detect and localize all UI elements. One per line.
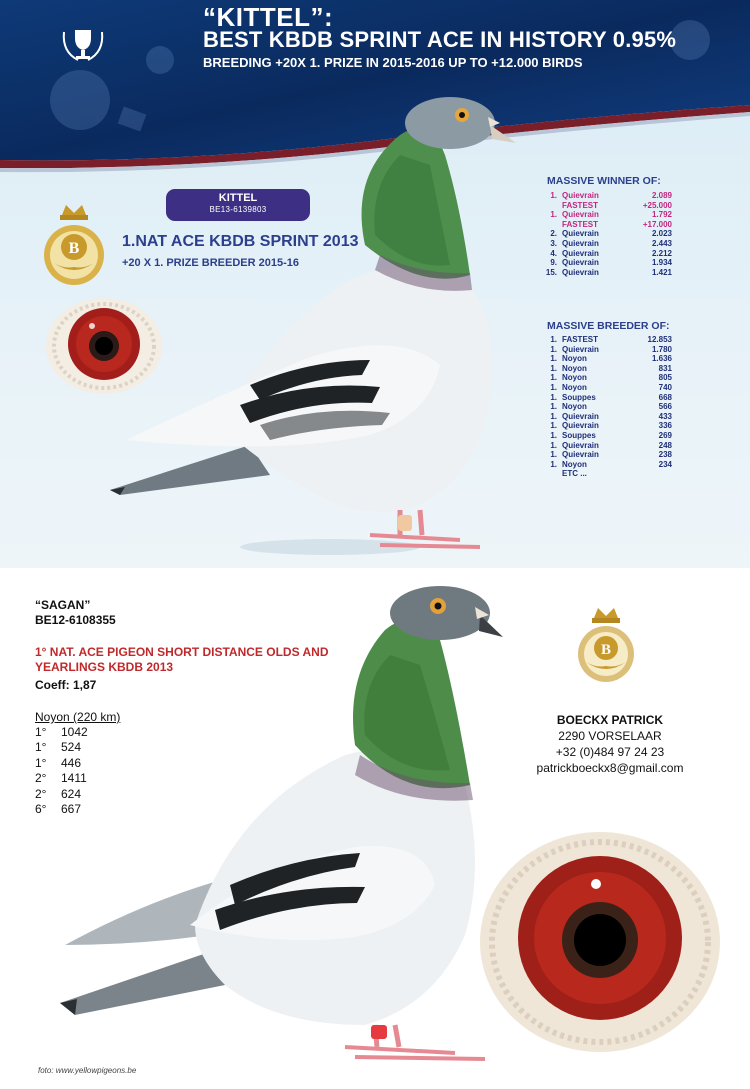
list-item: FASTEST +25.000 <box>562 200 672 210</box>
list-item: 1. Noyon 831 <box>550 363 672 373</box>
list-item: 1° 1042 <box>35 725 88 739</box>
list-item: 3. Quievrain 2.443 <box>550 238 672 248</box>
header-subtitle: BREEDING +20X 1. PRIZE IN 2015-2016 UP TO +12.000 BIRDS <box>203 55 583 70</box>
owner-email: patrickboeckx8@gmail.com <box>536 761 684 775</box>
list-item: ETC ... <box>562 469 587 479</box>
list-item: 2° 624 <box>35 786 82 801</box>
list-item: 1. Quievrain 433 <box>550 411 672 421</box>
list-item: 2. Quievrain 2.023 <box>550 229 672 239</box>
kittel-ace-sub: +20 X 1. PRIZE BREEDER 2015-16 <box>122 257 299 269</box>
owner-phone: +32 (0)484 97 24 23 <box>555 745 665 759</box>
sagan-coeff: Coeff: 1,87 <box>35 678 97 692</box>
winner-heading: MASSIVE WINNER OF: <box>547 175 661 187</box>
eye-photo-sagan <box>478 830 723 1055</box>
list-item: 4. Quievrain 2.212 <box>550 248 672 258</box>
massive-breeder-list <box>543 320 683 479</box>
photo-credit: foto: www.yellowpigeons.be <box>38 1066 137 1075</box>
list-item: 1. Noyon 805 <box>550 373 672 383</box>
owner-name: BOECKX PATRICK <box>556 713 664 727</box>
header-title: BEST KBDB SPRINT ACE IN HISTORY 0.95% <box>203 27 677 52</box>
massive-winner-list <box>543 175 683 277</box>
list-item: 1° 524 <box>35 740 82 755</box>
owner-address: 2290 VORSELAAR <box>558 729 662 743</box>
crest-icon <box>570 606 642 686</box>
owner-contact <box>510 712 710 776</box>
list-item: 1. Noyon 234 <box>550 459 672 469</box>
list-item: 9. Quievrain 1.934 <box>550 258 672 268</box>
list-item: 1. Quievrain 2.089 <box>550 191 672 200</box>
sagan-name: “SAGAN” <box>35 598 91 612</box>
list-item: 1. Noyon 740 <box>550 382 672 392</box>
sagan-ring: BE12-6108355 <box>35 613 116 627</box>
list-item: 1. Noyon 566 <box>550 402 672 412</box>
results-heading: Noyon (220 km) <box>35 710 121 724</box>
crest-letter: B <box>600 642 612 658</box>
pigeon-photo-sagan <box>55 585 515 1065</box>
list-item: FASTEST +17.000 <box>562 219 672 229</box>
list-item: 1. Souppes 269 <box>550 430 672 440</box>
kittel-badge <box>166 189 310 221</box>
list-item: 6° 667 <box>35 801 82 816</box>
list-item: 2° 1411 <box>35 771 87 786</box>
kittel-ring: BE13-6139803 <box>209 205 267 214</box>
list-item: 1. Quievrain 238 <box>550 450 672 460</box>
list-item: 1. Noyon 1.636 <box>550 354 672 364</box>
list-item: 1. Souppes 668 <box>550 392 672 402</box>
sagan-title: 1° NAT. ACE PIGEON SHORT DISTANCE OLDS AND YEARLINGS KBDB 2013 <box>35 645 329 674</box>
list-item: 1. FASTEST 12.853 <box>550 335 672 344</box>
list-item: 1° 446 <box>35 755 82 770</box>
list-item: 1. Quievrain 1.792 <box>550 210 672 220</box>
list-item: 1. Quievrain 1.780 <box>550 344 672 354</box>
list-item: 1. Quievrain 336 <box>550 421 672 431</box>
list-item: 15. Quievrain 1.421 <box>545 267 672 277</box>
eye-photo-kittel <box>44 296 164 396</box>
breeder-heading: MASSIVE BREEDER OF: <box>547 320 670 332</box>
crest-letter: B <box>68 240 80 257</box>
kittel-ace-title: 1.NAT ACE KBDB SPRINT 2013 <box>122 233 359 250</box>
list-item: 1. Quievrain 248 <box>550 440 672 450</box>
crest-icon <box>40 203 108 287</box>
trophy-icon <box>58 22 108 70</box>
kittel-name: KITTEL <box>218 192 258 204</box>
header-name: “KITTEL”: <box>203 2 334 32</box>
pigeon-photo-kittel <box>100 95 520 565</box>
